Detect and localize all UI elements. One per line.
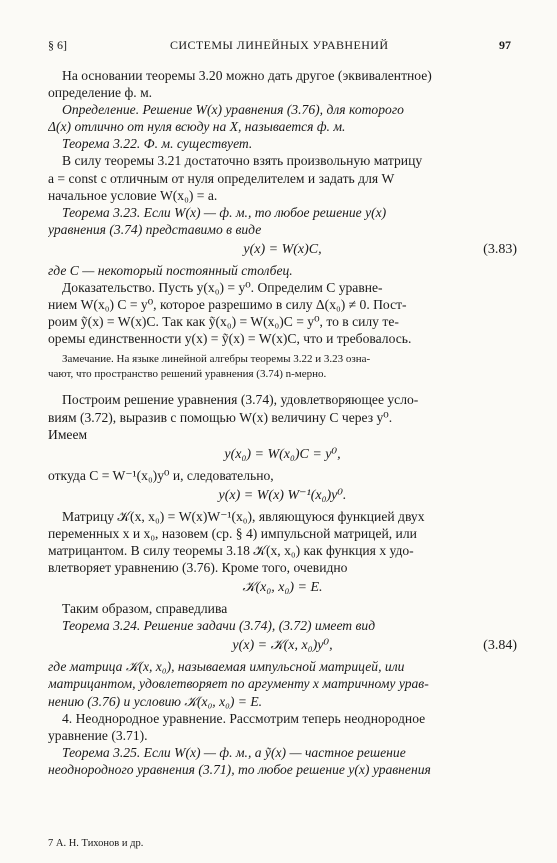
text-line: уравнения (3.74) представимо в виде xyxy=(48,221,262,237)
text-line: Теорема 3.23. Если W(x) — ф. м., то любое решение y(x) xyxy=(62,204,387,220)
text-line: нием W(x₀) C = y⁰, которое разрешимо в силу Δ(x₀) ≠ 0. Пост- xyxy=(48,297,407,313)
equation-expression: y(x₀) = W(x₀)C = y⁰, xyxy=(224,446,341,462)
text-line: Таким образом, справедлива xyxy=(62,601,228,617)
equation-3-84 xyxy=(48,634,517,658)
text-line: a = const с отличным от нуля определителем и задать для W xyxy=(48,170,395,186)
equation-number: (3.83) xyxy=(483,241,517,257)
text-line: определение ф. м. xyxy=(48,85,153,101)
text-line: откуда C = W⁻¹(x₀)y⁰ и, следовательно, xyxy=(48,467,274,483)
text-line: неоднородного уравнения (3.71), то любое решение y(x) уравнения xyxy=(48,761,431,777)
text-block-6 xyxy=(48,658,517,778)
text-line: начальное условие W(x₀) = a. xyxy=(48,187,218,203)
text-line: уравнение (3.71). xyxy=(48,727,148,743)
running-title: СИСТЕМЫ ЛИНЕЙНЫХ УРАВНЕНИЙ xyxy=(170,38,389,52)
text-line: матрицантом. В силу теоремы 3.18 𝒦(x, x₀) как функция x удо- xyxy=(48,542,414,558)
text-line: Определение. Решение W(x) уравнения (3.76), для которого xyxy=(62,102,404,118)
equation-expression: y(x) = 𝒦(x, x₀)y⁰, xyxy=(232,638,333,654)
text-line: оремы единственности y(x) = ỹ(x) = W(x)C, что и требовалось. xyxy=(48,331,412,347)
page-body xyxy=(48,67,517,778)
remark-line-2: чают, что пространство решений уравнения (3.74) n-мерно. xyxy=(48,367,327,380)
text-line: роим ỹ(x) = W(x)C. Так как ỹ(x₀) = W(x₀)C = y⁰, то в силу те- xyxy=(48,314,399,330)
footer-signature: 7 А. Н. Тихонов и др. xyxy=(48,838,144,849)
equation-a xyxy=(48,443,517,467)
text-line: Имеем xyxy=(48,426,88,442)
text-line: где матрица 𝒦(x, x₀), называемая импульсной матрицей, или xyxy=(48,659,405,675)
equation-number: (3.84) xyxy=(483,638,517,654)
text-block-4 xyxy=(48,508,517,576)
text-line: Матрицу 𝒦(x, x₀) = W(x)W⁻¹(x₀), являющуюся функцией двух xyxy=(62,508,425,524)
text-line: матрицантом, удовлетворяет по аргументу x матричному урав- xyxy=(48,676,429,692)
text-block-5 xyxy=(48,600,517,634)
text-line: нению (3.76) и условию 𝒦(x₀, x₀) = E. xyxy=(48,693,263,709)
equation-expression: y(x) = W(x) W⁻¹(x₀)y⁰. xyxy=(218,487,347,503)
remark-line-1: Замечание. На языке линейной алгебры теоремы 3.22 и 3.23 озна- xyxy=(62,353,371,366)
text-line: Теорема 3.25. Если W(x) — ф. м., а ỹ(x) — частное решение xyxy=(62,744,406,760)
text-line: влетворяет уравнению (3.76). Кроме того, очевидно xyxy=(48,560,348,576)
text-line: В силу теоремы 3.21 достаточно взять произвольную матрицу xyxy=(62,153,423,169)
text-line: Теорема 3.24. Решение задачи (3.74), (3.72) имеет вид xyxy=(62,618,376,634)
equation-b xyxy=(48,484,517,508)
section-mark: § 6] xyxy=(48,38,67,52)
page-number: 97 xyxy=(499,38,511,52)
text-line: На основании теоремы 3.20 можно дать другое (эквивалентное) xyxy=(62,68,432,83)
text-block-3 xyxy=(48,391,517,442)
text-block-1 xyxy=(48,67,517,238)
equation-expression: 𝒦(x₀, x₀) = E. xyxy=(242,580,323,596)
text-line: 4. Неоднородное уравнение. Рассмотрим теперь неоднородное xyxy=(62,710,426,726)
text-line: Построим решение уравнения (3.74), удовлетворяющее усло- xyxy=(62,392,419,408)
text-line: где C — некоторый постоянный столбец. xyxy=(48,262,293,278)
running-header xyxy=(48,38,511,52)
equation-expression: y(x) = W(x)C, xyxy=(243,241,322,257)
text-line: Теорема 3.22. Ф. м. существует. xyxy=(62,136,253,152)
text-block-2 xyxy=(48,262,517,347)
equation-3-83 xyxy=(48,238,517,262)
equation-c xyxy=(48,576,517,600)
text-line: переменных x и x₀, назовем (ср. § 4) импульсной матрицей, или xyxy=(48,525,417,541)
text-line: Доказательство. Пусть y(x₀) = y⁰. Определим C уравне- xyxy=(62,280,383,296)
text-line: виям (3.72), выразив с помощью W(x) величину C через y⁰. xyxy=(48,409,393,425)
text-line: Δ(x) отлично от нуля всюду на X, называется ф. м. xyxy=(48,119,346,135)
